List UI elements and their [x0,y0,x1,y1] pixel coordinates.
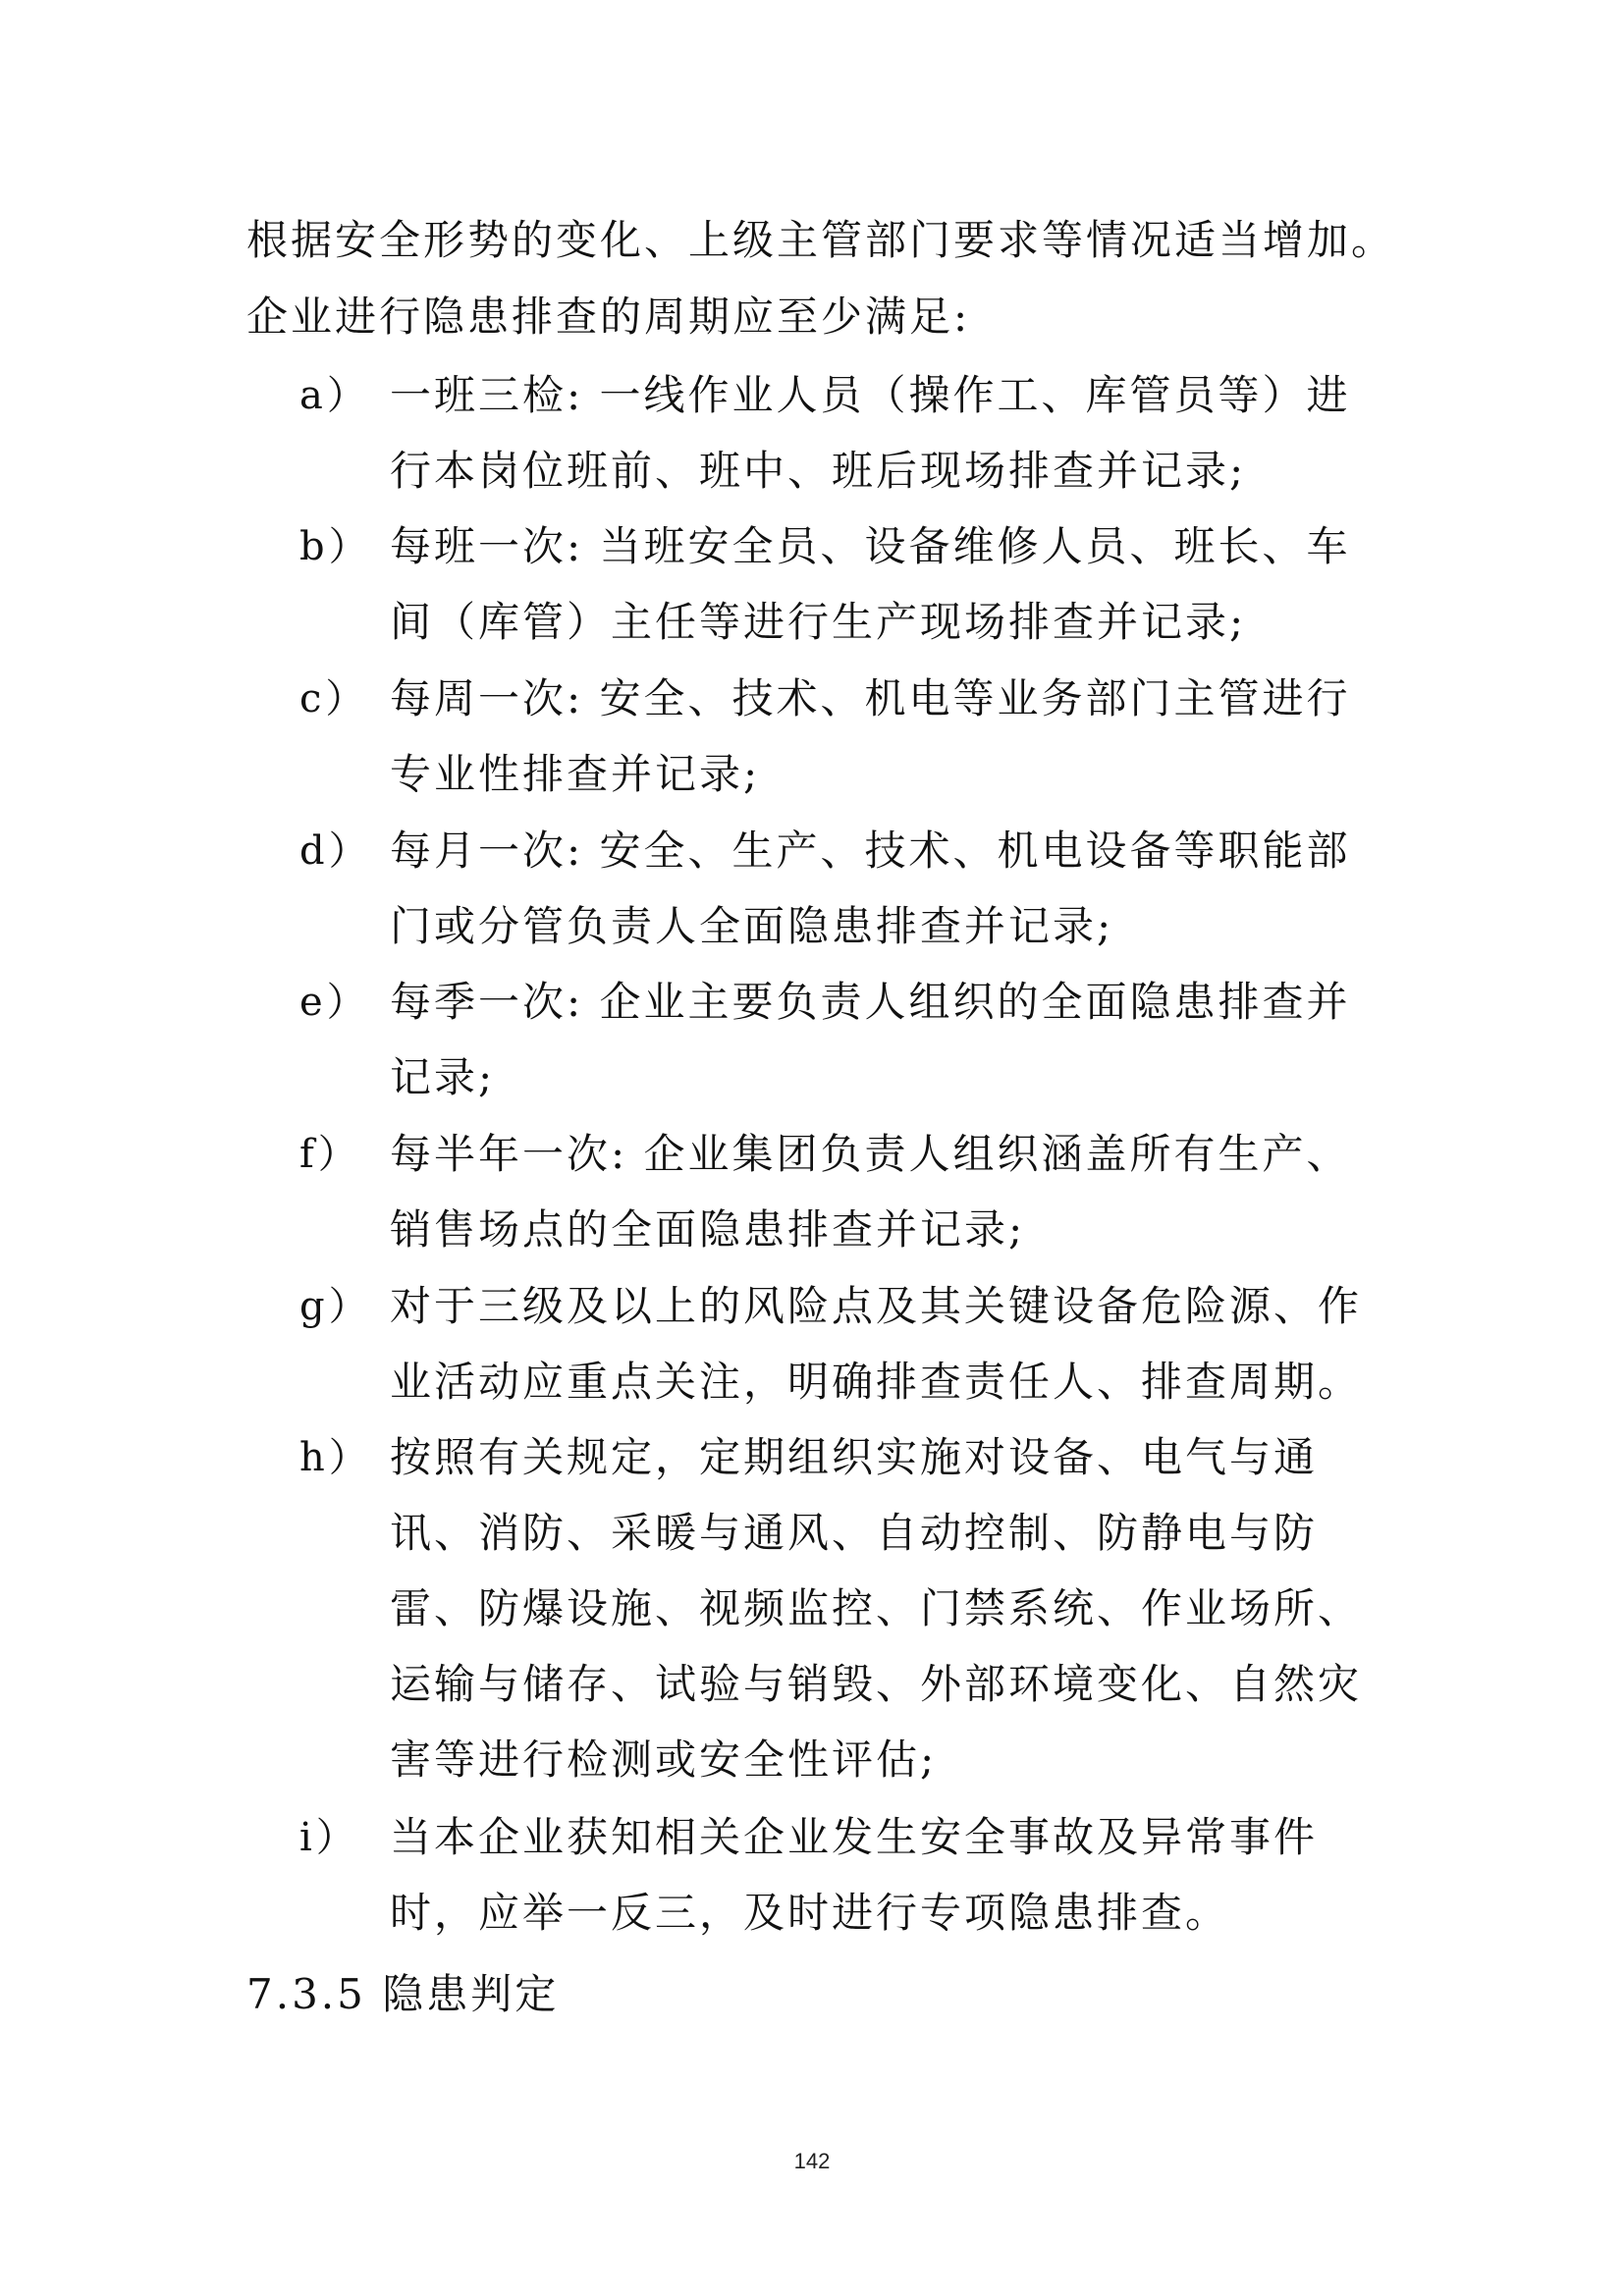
list-item-text-a: 一班三检: 一线作业人员（操作工、库管员等）进行本岗位班前、班中、班后现场排查并记录; [390,371,1351,495]
list-item-text-e: 每季一次: 企业主要负责人组织的全面隐患排查并记录; [390,978,1351,1101]
list-item-marker-d: d） [299,828,372,874]
list-item-marker-a: a） [299,373,370,418]
list-item-text-f: 每半年一次: 企业集团负责人组织涵盖所有生产、销售场点的全面隐患排查并记录; [390,1130,1351,1254]
list-item-marker-h: h） [299,1435,372,1480]
intro-line-1: 根据安全形势的变化、上级主管部门要求等情况适当增加。 [246,216,1396,264]
list-item-marker-g: g） [299,1284,372,1329]
list-item-text-c: 每周一次: 安全、技术、机电等业务部门主管进行专业性排查并记录; [390,674,1351,798]
list-item-text-b: 每班一次: 当班安全员、设备维修人员、班长、车间（库管）主任等进行生产现场排查并记录; [390,522,1351,646]
section-heading: 7.3.5 隐患判定 [246,1970,560,2018]
page-number: 142 [793,2149,831,2173]
list-item-marker-i: i） [299,1815,359,1860]
list-item-text-d: 每月一次: 安全、生产、技术、机电设备等职能部门或分管负责人全面隐患排查并记录; [390,827,1351,950]
list-item-marker-f: f） [299,1132,361,1177]
list-item-text-h: 按照有关规定，定期组织实施对设备、电气与通讯、消防、采暖与通风、自动控制、防静电与防雷、防爆设施、视频监控、门禁系统、作业场所、运输与储存、试验与销毁、外部环境变化、自然灾害等进行检测或安全性评估; [390,1433,1363,1784]
list-item-text-g: 对于三级及以上的风险点及其关键设备危险源、作业活动应重点关注，明确排查责任人、排查周期。 [390,1282,1363,1406]
list-item-text-i: 当本企业获知相关企业发生安全事故及异常事件时，应举一反三，及时进行专项隐患排查。 [390,1813,1319,1937]
list-item-marker-c: c） [299,676,369,721]
list-item-marker-b: b） [299,524,372,569]
list-item-marker-e: e） [299,980,370,1025]
intro-line-2: 企业进行隐患排查的周期应至少满足: [246,293,971,341]
